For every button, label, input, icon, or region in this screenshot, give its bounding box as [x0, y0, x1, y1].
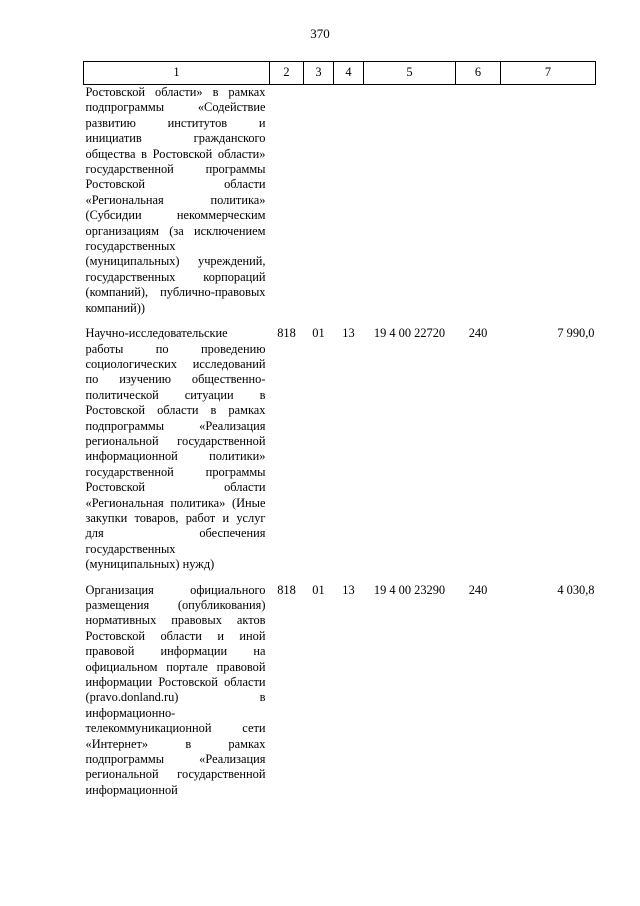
page-number: 370	[310, 26, 330, 41]
cell-target-item	[364, 85, 456, 317]
column-header: 7	[501, 62, 596, 85]
column-header: 5	[364, 62, 456, 85]
cell-subsection: 13	[342, 582, 355, 597]
cell-ministry	[270, 85, 304, 317]
cell-section	[304, 85, 334, 317]
cell-ministry: 818	[277, 326, 296, 341]
cell-expense-type	[456, 85, 501, 317]
budget-table	[83, 61, 596, 798]
table-row	[84, 316, 596, 573]
cell-target-item: 19 4 00 23290	[373, 582, 446, 597]
table-row	[84, 573, 596, 799]
cell-section: 01	[312, 326, 325, 341]
row-description: Научно-исследовательские работы по проведению социологических исследований по изучению общественно-политической ситуации в Ростовской области в рамках подпрограммы «Реализация региональной государственной информационной политики» государственной программы Ростовской области «Региональная политика» (Иные закупки товаров, работ и услуг для обеспечения государственных (муниципальных) нужд)	[85, 326, 266, 572]
row-description: Организация официального размещения (опубликования) нормативных правовых актов Ростовской области и иной правовой информации на официальном портале правовой информации Ростовской области (pravo.donland.ru) в информационно-телекоммуникационной сети «Интернет» в рамках подпрограммы «Реализация региональной государственной информационной	[85, 582, 266, 797]
cell-section: 01	[312, 582, 325, 597]
cell-expense-type: 240	[468, 326, 488, 341]
column-header: 6	[456, 62, 501, 85]
cell-expense-type: 240	[468, 582, 488, 597]
cell-ministry: 818	[277, 582, 296, 597]
cell-amount	[501, 85, 596, 317]
cell-amount: 7 990,0	[557, 326, 595, 341]
column-header: 3	[304, 62, 334, 85]
column-header: 2	[270, 62, 304, 85]
table-row	[84, 85, 596, 317]
cell-amount: 4 030,8	[557, 582, 595, 597]
cell-subsection: 13	[342, 326, 355, 341]
column-header: 1	[84, 62, 270, 85]
cell-subsection	[334, 85, 364, 317]
table-header-row	[84, 62, 596, 85]
column-header: 4	[334, 62, 364, 85]
row-description: Ростовской области» в рамках подпрограммы «Содействие развитию институтов и инициатив гражданского общества в Ростовской области» государственной программы Ростовской области «Региональная политика» (Субсидии некоммерческим организациям (за исключением государственных (муниципальных) учреждений, государственных корпораций (компаний), публично-правовых компаний))	[85, 85, 266, 315]
cell-target-item: 19 4 00 22720	[373, 326, 446, 341]
